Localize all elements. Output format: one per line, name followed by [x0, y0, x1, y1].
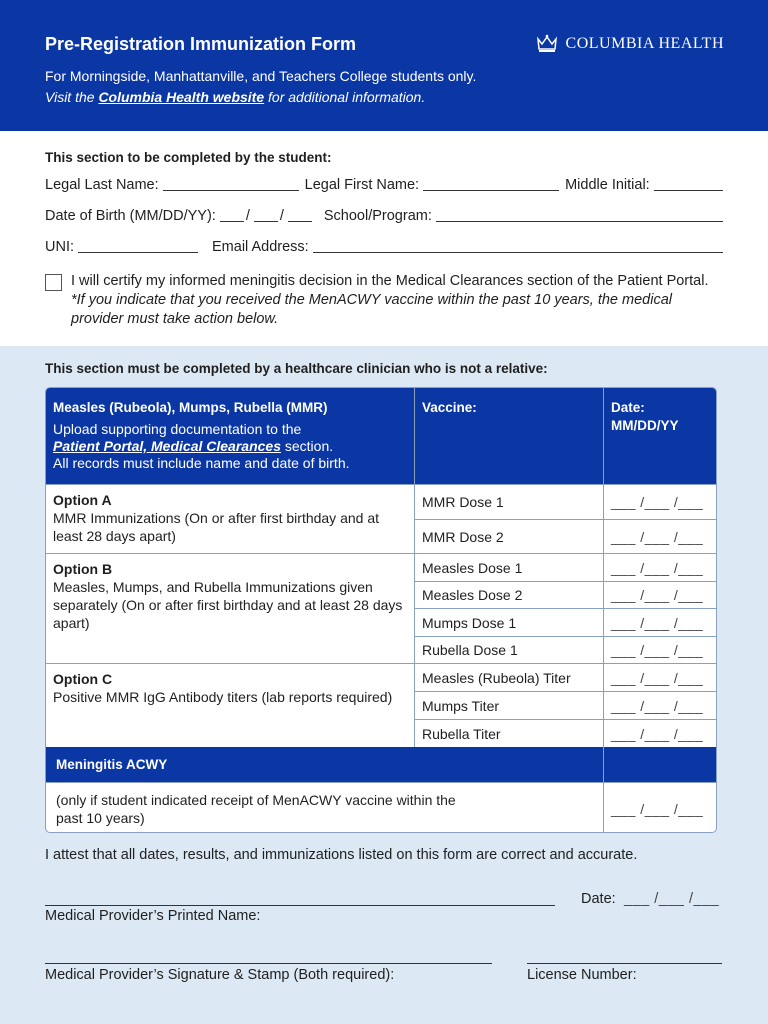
- vaccine-cell: Measles Dose 1: [414, 553, 603, 581]
- visit-note: [45, 89, 425, 105]
- visit-prefix: Visit the: [45, 89, 95, 105]
- visit-suffix: for additional information.: [268, 89, 426, 105]
- last-name-label: Legal Last Name:: [45, 177, 159, 193]
- crown-icon: [536, 34, 558, 54]
- form-title: Pre-Registration Immunization Form: [45, 34, 357, 54]
- date-field[interactable]: ___ /___ /___: [603, 691, 717, 719]
- certify-note: *If you indicate that you received the MenACWY vaccine within the past 10 years, the medical provider must take action below.: [71, 292, 672, 327]
- certify-checkbox[interactable]: [45, 274, 62, 291]
- option-c-cell: [46, 663, 414, 747]
- license-number-field[interactable]: [527, 948, 722, 964]
- attestation-text: I attest that all dates, results, and immunizations listed on this form are correct and accurate.: [45, 847, 638, 863]
- option-b-cell: [46, 553, 414, 663]
- vaccine-cell: Mumps Titer: [414, 691, 603, 719]
- dob-row: Date of Birth (MM/DD/YY): / / School/Program:: [45, 208, 723, 224]
- option-b-desc: Measles, Mumps, and Rubella Immunizations given separately (On or after first birthday and at least 28 days apart): [53, 579, 403, 631]
- date-field[interactable]: ___ /___ /___: [603, 608, 717, 636]
- option-b-title: Option B: [53, 561, 113, 577]
- option-a-title: Option A: [53, 492, 112, 508]
- option-c-title: Option C: [53, 671, 113, 687]
- uni-label: UNI:: [45, 239, 74, 255]
- vaccine-cell: Measles Dose 2: [414, 581, 603, 608]
- vaccine-cell: MMR Dose 2: [414, 519, 603, 553]
- form-header: [0, 0, 768, 131]
- certify-text: I will certify my informed meningitis decision in the Medical Clearances section of the Patient Portal.: [71, 273, 709, 289]
- student-section-title: This section to be completed by the student:: [45, 150, 332, 165]
- vaccine-cell: Mumps Dose 1: [414, 608, 603, 636]
- footer-date-field[interactable]: ___ /___ /___: [624, 891, 720, 907]
- student-section: [0, 131, 768, 346]
- date-field[interactable]: ___ /___ /___: [603, 663, 717, 691]
- records-note: All records must include name and date of birth.: [53, 455, 350, 471]
- date-header-cell: [603, 388, 717, 484]
- signature-label: Medical Provider’s Signature & Stamp (Both required):: [45, 967, 395, 983]
- date-field[interactable]: ___ /___ /___: [603, 581, 717, 608]
- eligibility-note: For Morningside, Manhattanville, and Teachers College students only.: [45, 68, 477, 84]
- license-number-label: License Number:: [527, 967, 637, 983]
- date-header-2: MM/DD/YY: [611, 418, 679, 433]
- email-label: Email Address:: [212, 239, 309, 255]
- patient-portal-link[interactable]: Patient Portal, Medical Clearances: [53, 438, 281, 454]
- date-field[interactable]: ___ /___ /___: [603, 636, 717, 663]
- upload-suffix: section.: [284, 438, 334, 454]
- option-a-desc: MMR Immunizations (On or after first birthday and at least 28 days apart): [53, 510, 379, 544]
- meningitis-certification: [45, 272, 725, 329]
- date-field[interactable]: ___ /___ /___: [603, 484, 717, 519]
- meningitis-header-cell: [46, 747, 603, 782]
- vaccine-cell: Rubella Titer: [414, 719, 603, 747]
- option-c-desc: Positive MMR IgG Antibody titers (lab reports required): [53, 689, 393, 705]
- mmr-header-cell: [46, 388, 414, 484]
- school-field[interactable]: [436, 208, 723, 222]
- mmr-header: Measles (Rubeola), Mumps, Rubella (MMR): [53, 400, 328, 415]
- uni-field[interactable]: [78, 239, 198, 253]
- columbia-health-website-link[interactable]: Columbia Health website: [98, 89, 265, 105]
- immunization-table: [45, 387, 717, 833]
- clinician-section-title: This section must be completed by a healthcare clinician who is not a relative:: [45, 361, 548, 376]
- name-row: [45, 177, 723, 193]
- first-name-label: Legal First Name:: [304, 177, 420, 193]
- dob-year-field[interactable]: [288, 208, 312, 222]
- vaccine-cell: MMR Dose 1: [414, 484, 603, 519]
- middle-initial-field[interactable]: [654, 177, 723, 191]
- meningitis-desc-cell: [46, 782, 603, 833]
- date-header-1: Date:: [611, 400, 645, 415]
- dob-month-field[interactable]: [220, 208, 244, 222]
- dob-day-field[interactable]: [254, 208, 278, 222]
- dob-label: Date of Birth (MM/DD/YY):: [45, 208, 216, 224]
- meningitis-header: Meningitis ACWY: [56, 757, 168, 772]
- upload-prefix: Upload supporting documentation to the: [53, 421, 302, 437]
- logo-text: COLUMBIA HEALTH: [565, 35, 724, 52]
- vaccine-header: Vaccine:: [422, 400, 477, 415]
- date-field[interactable]: ___ /___ /___: [603, 553, 717, 581]
- signature-field[interactable]: [45, 948, 492, 964]
- vaccine-cell: Measles (Rubeola) Titer: [414, 663, 603, 691]
- meningitis-date-field[interactable]: ___ /___ /___: [603, 782, 717, 833]
- printed-name-label: Medical Provider’s Printed Name:: [45, 908, 261, 924]
- printed-name-field[interactable]: [45, 890, 555, 906]
- columbia-health-logo: [536, 34, 724, 54]
- vaccine-cell: Rubella Dose 1: [414, 636, 603, 663]
- school-label: School/Program:: [323, 208, 432, 224]
- vaccine-header-cell: [414, 388, 603, 484]
- first-name-field[interactable]: [423, 177, 559, 191]
- email-field[interactable]: [313, 239, 723, 253]
- last-name-field[interactable]: [163, 177, 299, 191]
- meningitis-desc: (only if student indicated receipt of MenACWY vaccine within the past 10 years): [56, 791, 456, 826]
- meningitis-header-date-cell: [603, 747, 717, 782]
- middle-initial-label: Middle Initial:: [565, 177, 650, 193]
- uni-row: [45, 239, 723, 255]
- footer-date-label: Date:: [581, 891, 616, 907]
- option-a-cell: [46, 484, 414, 553]
- date-field[interactable]: ___ /___ /___: [603, 719, 717, 747]
- date-field[interactable]: ___ /___ /___: [603, 519, 717, 553]
